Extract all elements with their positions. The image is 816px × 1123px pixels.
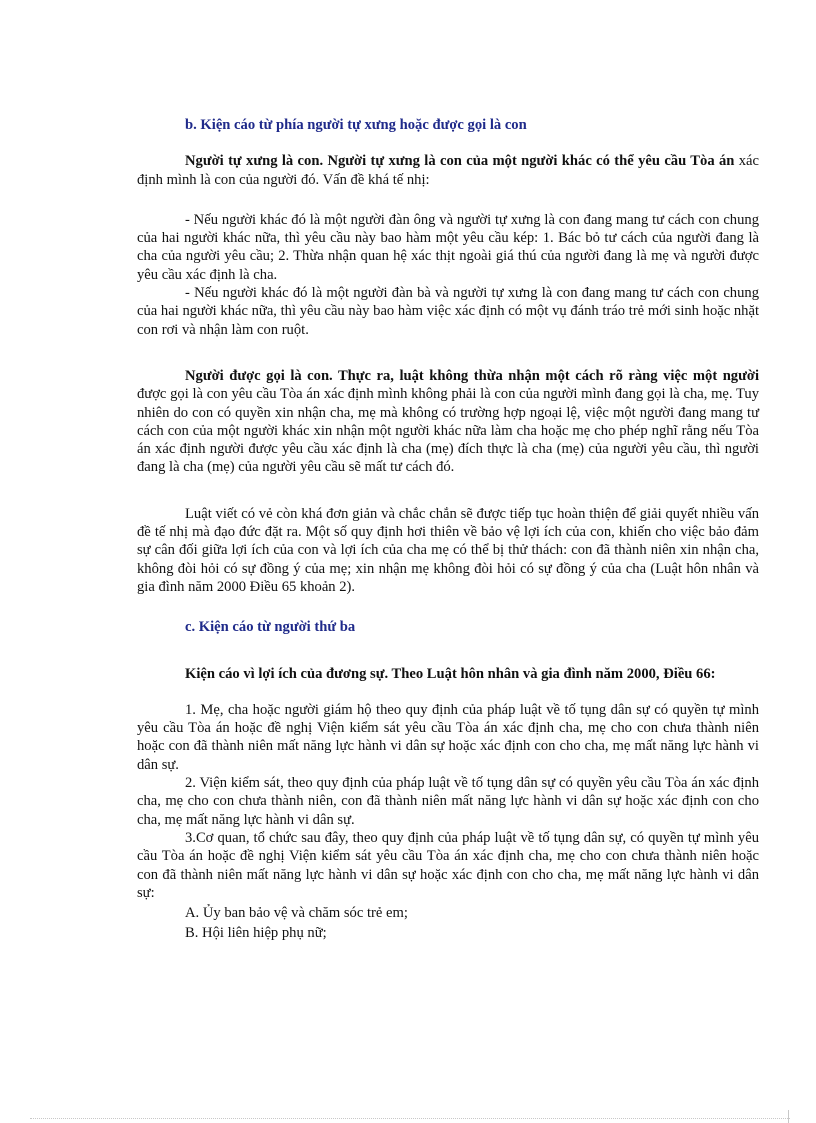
paragraph-self-claim: [137, 152, 759, 189]
paragraph-self-claim-bold: Người tự xưng là con. Người tự xưng là con của một người khác có thể yêu cầu Tòa án: [185, 153, 735, 170]
paragraph-called-child-bold: Người được gọi là con. Thực ra, luật không thừa nhận một cách rõ ràng việc một người: [185, 367, 759, 384]
article-item-3: 3.Cơ quan, tổ chức sau đây, theo quy định của pháp luật về tố tụng dân sự, có quyền tự mình yêu cầu Tòa án hoặc đề nghị Viện kiểm sát yêu cầu Tòa án xác định cha, mẹ cho con chưa thành niên hoặc con đã thành niên mất năng lực hành vi dân sự hoặc xác định con cho cha, mẹ mất năng lực hành vi dân sự:: [137, 829, 759, 901]
self-claim-item-woman: - Nếu người khác đó là một người đàn bà và người tự xưng là con đang mang tư cách con chung của hai người khác nữa, thì yêu cầu này bao hàm việc xác định có một vụ đánh tráo trẻ mới sinh hoặc nhặt con rơi và nhận làm con ruột.: [137, 285, 759, 338]
page-bottom-rule: [30, 1118, 790, 1119]
self-claim-item-man: - Nếu người khác đó là một người đàn ông và người tự xưng là con đang mang tư cách con chung của hai người khác nữa, thì yêu cầu này bao hàm một yêu cầu kép: 1. Bác bỏ tư cách của người đang là cha của người yêu cầu; 2. Thừa nhận quan hệ xác thịt ngoài giá thú của người đang là mẹ và người được yêu cầu xác định là cha.: [137, 211, 759, 283]
section-heading-b: b. Kiện cáo từ phía người tự xưng hoặc được gọi là con: [185, 117, 527, 133]
paragraph-called-child: [137, 367, 759, 477]
article-item-2: 2. Viện kiểm sát, theo quy định của pháp luật về tố tụng dân sự có quyền yêu cầu Tòa án xác định cha, mẹ cho con chưa thành niên, con đã thành niên mất năng lực hành vi dân sự hoặc xác định con cho cha, mẹ mất năng lực hành vi dân sự.: [137, 775, 759, 828]
paragraph-law-simple: Luật viết có vẻ còn khá đơn giản và chắc chắn sẽ được tiếp tục hoàn thiện để giải quyết nhiều vấn đề tế nhị mà đạo đức đặt ra. Một số quy định hơi thiên về bảo vệ lợi ích của con, khiến cho việc bảo đảm sự cân đối giữa lợi ích của con và lợi ích của cha mẹ có thể bị thử thách: con đã thành niên xin nhận cha, không đòi hỏi có sự đồng ý của mẹ; xin nhận mẹ không đòi hỏi có sự đồng ý của cha (Luật hôn nhân và gia đình năm 2000 Điều 65 khoản 2).: [137, 505, 759, 595]
paragraph-interest-heading: Kiện cáo vì lợi ích của đương sự. Theo Luật hôn nhân và gia đình năm 2000, Điều 66:: [185, 665, 716, 682]
section-heading-c: c. Kiện cáo từ người thứ ba: [185, 619, 356, 636]
article-item-1: 1. Mẹ, cha hoặc người giám hộ theo quy định của pháp luật về tố tụng dân sự có quyền tự mình yêu cầu Tòa án hoặc đề nghị Viện kiểm sát yêu cầu Tòa án xác định cha, mẹ cho con chưa thành niên hoặc con đã thành niên mất năng lực hành vi dân sự hoặc xác định con cho cha, mẹ mất năng lực hành vi dân sự.: [137, 701, 759, 773]
org-item-a: A. Ủy ban bảo vệ và chăm sóc trẻ em;: [185, 905, 408, 922]
paragraph-self-claim-text: xác định mình là con của người đó. Vấn đề khá tế nhị:: [137, 153, 759, 188]
page-corner-mark: [788, 1110, 789, 1123]
org-item-b: B. Hội liên hiệp phụ nữ;: [185, 925, 327, 942]
document-body: [137, 116, 759, 943]
paragraph-called-child-text: được gọi là con yêu cầu Tòa án xác định mình không phải là con của người mình đang gọi là cha, mẹ. Tuy nhiên do con có quyền xin nhận cha, mẹ mà không có trường hợp ngoại lệ, việc một người đang mang tư cách con của một người khác xin nhận một người khác nữa làm cha hoặc mẹ cho phép nghĩ rằng nếu Tòa án xác định người được yêu cầu xác định là cha (mẹ) đích thực là cha (mẹ) của người yêu cầu, thì người đang là cha (mẹ) của người yêu cầu sẽ mất tư cách đó.: [137, 386, 759, 476]
